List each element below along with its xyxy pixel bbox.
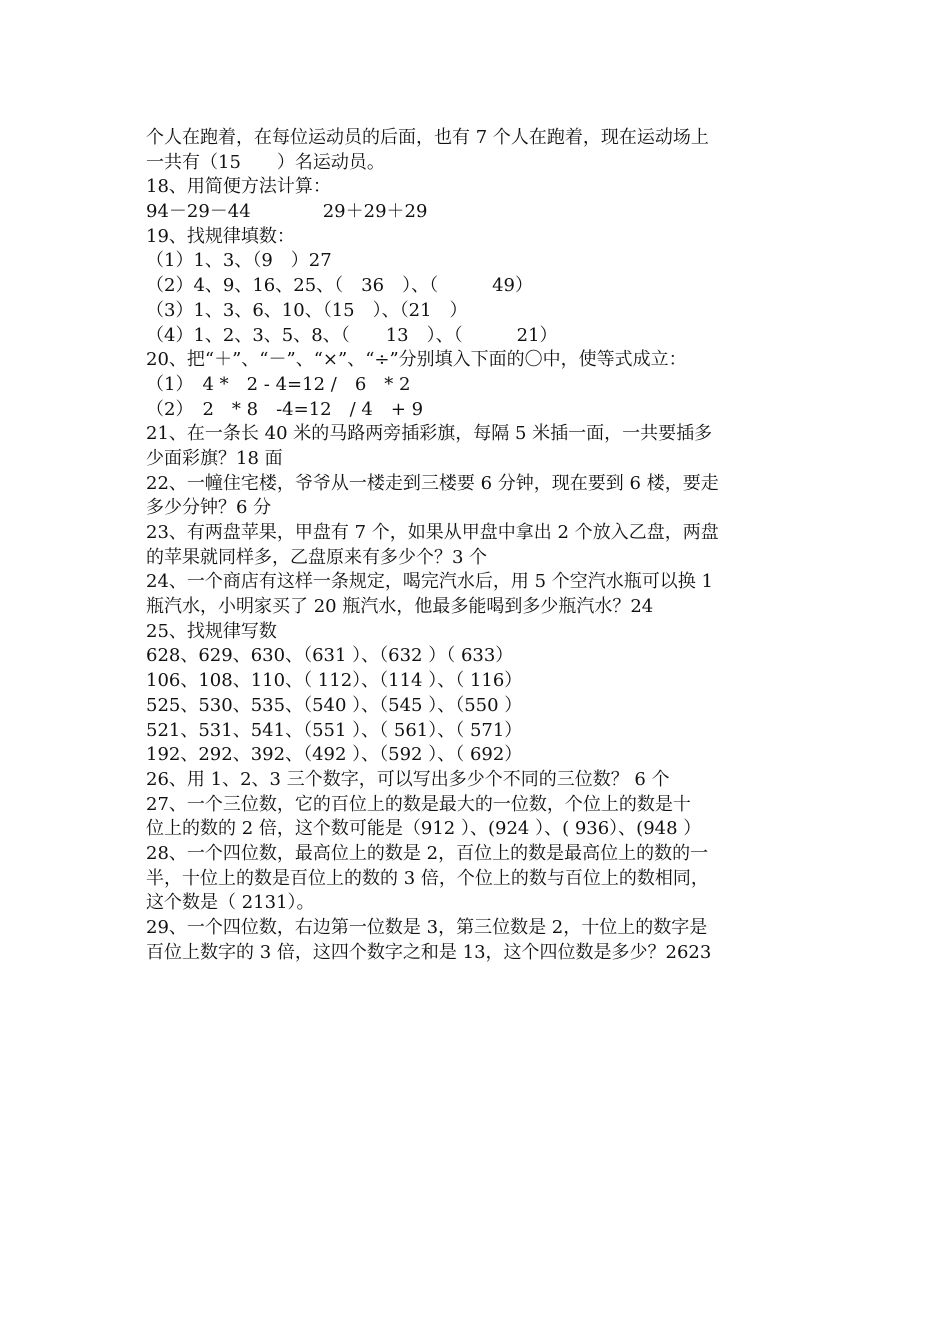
text-line: 94－29－44 29＋29＋29 (146, 201, 428, 223)
text-line: 521、531、541、（551 ）、（ 561）、（ 571） (146, 719, 523, 741)
text-line: 19、找规律填数： (146, 225, 295, 247)
text-line: （2） 2 * 8 -4=12 / 4 + 9 (146, 398, 424, 420)
text-line: 22、一幢住宅楼，爷爷从一楼走到三楼要 6 分钟，现在要到 6 楼，要走 (146, 472, 719, 494)
text-line: 瓶汽水，小明家买了 20 瓶汽水，他最多能喝到多少瓶汽水？24 (146, 596, 654, 618)
text-line: 25、找规律写数 (146, 620, 277, 642)
text-line: （1） 4 * 2 - 4=12 / 6 * 2 (146, 373, 411, 395)
text-line: （2）4、9、16、25、（ 36 ）、（ 49） (146, 275, 533, 297)
document-page (146, 126, 816, 965)
text-line: 18、用简便方法计算： (146, 176, 331, 198)
text-line: 23、有两盘苹果，甲盘有 7 个，如果从甲盘中拿出 2 个放入乙盘，两盘 (146, 522, 719, 543)
text-line: 106、108、110、（ 112）、（114 ）、（ 116） (146, 670, 523, 692)
text-line: 位上的数的 2 倍，这个数可能是（912 ）、(924 ）、( 936）、(948 ） (146, 818, 702, 840)
text-line: 一共有（15 ）名运动员。 (146, 151, 385, 173)
text-line: 525、530、535、（540 ）、（545 ）、（550 ） (146, 694, 523, 716)
text-line: 20、把“＋”、“－”、“×”、“÷”分别填入下面的〇中，使等式成立： (146, 349, 687, 371)
text-line: （3）1、3、6、10、（15 ）、（21 ） (146, 299, 468, 321)
text-line: 这个数是（ 2131）。 (146, 892, 315, 914)
text-line: 628、629、630、（631 ）、（632 ）（ 633） (146, 645, 514, 667)
text-line: 27、一个三位数，它的百位上的数是最大的一位数，个位上的数是十 (146, 793, 691, 815)
text-line: 192、292、392、（492 ）、（592 ）、（ 692） (146, 744, 523, 766)
text-line: 28、一个四位数，最高位上的数是 2，百位上的数是最高位上的数的一 (146, 842, 709, 864)
text-line: 少面彩旗？18 面 (146, 447, 283, 469)
text-line: 的苹果就同样多，乙盘原来有多少个？3 个 (146, 546, 488, 568)
text-line: 半，十位上的数是百位上的数的 3 倍，个位上的数与百位上的数相同， (146, 867, 709, 889)
text-line: 24、一个商店有这样一条规定，喝完汽水后，用 5 个空汽水瓶可以换 1 (146, 571, 713, 593)
text-line: 26、用 1、2、3 三个数字，可以写出多少个不同的三位数？ 6 个 (146, 768, 670, 790)
text-line: 29、一个四位数，右边第一位数是 3，第三位数是 2，十位上的数字是 (146, 917, 708, 938)
text-line: （4）1、2、3、5、8、（ 13 ）、（ 21） (146, 324, 558, 346)
text-line: 多少分钟？6 分 (146, 497, 272, 519)
text-line: 21、在一条长 40 米的马路两旁插彩旗，每隔 5 米插一面，一共要插多 (146, 423, 713, 445)
text-line: 个人在跑着，在每位运动员的后面，也有 7 个人在跑着，现在运动场上 (146, 127, 709, 148)
text-line: 百位上数字的 3 倍，这四个数字之和是 13，这个四位数是多少？2623 (146, 941, 712, 963)
text-line: （1）1、3、（9 ）27 (146, 250, 332, 272)
